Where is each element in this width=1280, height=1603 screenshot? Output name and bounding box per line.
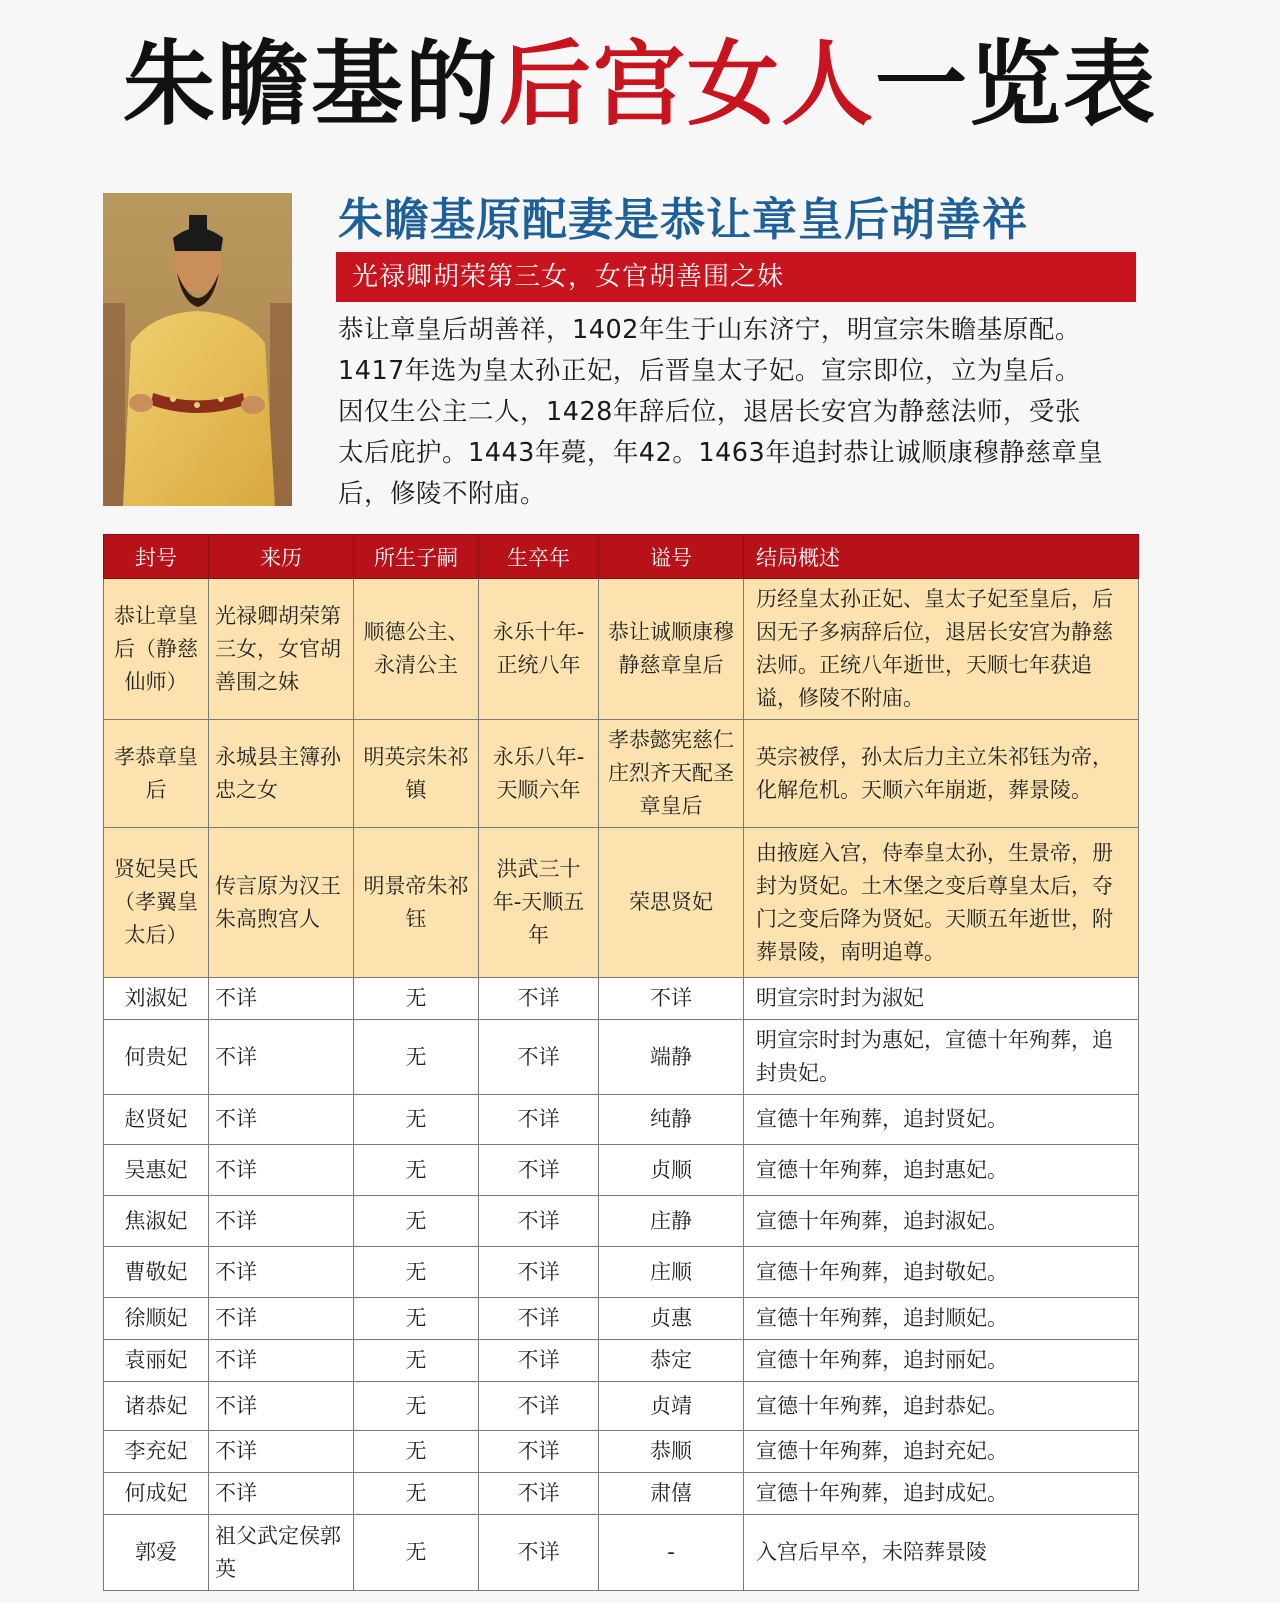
cell-children: 无 [354,1247,479,1298]
cell-outcome: 明宣宗时封为惠妃，宣德十年殉葬，追封贵妃。 [744,1020,1139,1095]
cell-origin: 不详 [209,978,354,1020]
intro-heading: 朱瞻基原配妻是恭让章皇后胡善祥 [338,193,1029,246]
cell-children: 无 [354,1515,479,1591]
cell-children: 无 [354,1145,479,1196]
cell-posthumous: 贞惠 [599,1298,744,1340]
table-row [104,1020,1139,1095]
cell-children: 无 [354,1473,479,1515]
cell-years: 不详 [479,978,599,1020]
cell-origin: 不详 [209,1298,354,1340]
cell-posthumous: 恭顺 [599,1431,744,1473]
table-header-row [104,535,1139,579]
cell-posthumous: 纯静 [599,1095,744,1145]
cell-years: 不详 [479,1247,599,1298]
cell-origin: 不详 [209,1473,354,1515]
cell-outcome: 宣德十年殉葬，追封惠妃。 [744,1145,1139,1196]
intro-text [336,310,1126,515]
intro-section [336,190,1136,515]
cell-origin: 不详 [209,1247,354,1298]
cell-posthumous: 端静 [599,1020,744,1095]
cell-posthumous: 恭让诚顺康穆静慈章皇后 [599,579,744,720]
cell-origin: 不详 [209,1145,354,1196]
cell-posthumous: - [599,1515,744,1591]
cell-origin: 不详 [209,1020,354,1095]
cell-origin: 光禄卿胡荣第三女，女官胡善围之妹 [209,579,354,720]
emperor-portrait-icon [103,193,292,506]
cell-origin: 祖父武定侯郭英 [209,1515,354,1591]
title-part-1: 朱瞻基的 [122,31,499,138]
cell-years: 不详 [479,1095,599,1145]
cell-outcome: 宣德十年殉葬，追封淑妃。 [744,1196,1139,1247]
cell-children: 无 [354,1020,479,1095]
cell-origin: 不详 [209,1340,354,1382]
cell-title: 吴惠妃 [104,1145,209,1196]
header-posthumous: 谥号 [599,535,744,579]
table-row [104,1145,1139,1196]
table-row [104,1431,1139,1473]
table-row [104,828,1139,978]
cell-posthumous: 孝恭懿宪慈仁庄烈齐天配圣章皇后 [599,720,744,828]
cell-posthumous: 庄顺 [599,1247,744,1298]
cell-outcome: 宣德十年殉葬，追封顺妃。 [744,1298,1139,1340]
intro-line: 后，修陵不附庙。 [338,479,547,509]
cell-title: 李充妃 [104,1431,209,1473]
cell-years: 不详 [479,1020,599,1095]
cell-outcome: 入宫后早卒，未陪葬景陵 [744,1515,1139,1591]
cell-title: 郭爱 [104,1515,209,1591]
cell-outcome: 宣德十年殉葬，追封贤妃。 [744,1095,1139,1145]
cell-children: 无 [354,1298,479,1340]
table-row [104,1340,1139,1382]
cell-years: 洪武三十年-天顺五年 [479,828,599,978]
header-children: 所生子嗣 [354,535,479,579]
header-outcome: 结局概述 [744,535,1139,579]
intro-line: 因仅生公主二人，1428年辞后位，退居长安宫为静慈法师，受张 [338,397,1081,427]
consort-table [103,534,1139,1591]
cell-children: 明景帝朱祁钰 [354,828,479,978]
cell-children: 无 [354,1196,479,1247]
cell-origin: 不详 [209,1095,354,1145]
title-part-3: 一览表 [875,31,1158,138]
cell-outcome: 宣德十年殉葬，追封丽妃。 [744,1340,1139,1382]
cell-origin: 不详 [209,1382,354,1431]
cell-years: 不详 [479,1473,599,1515]
cell-origin: 不详 [209,1431,354,1473]
cell-years: 永乐十年-正统八年 [479,579,599,720]
cell-posthumous: 贞靖 [599,1382,744,1431]
cell-posthumous: 不详 [599,978,744,1020]
cell-title: 焦淑妃 [104,1196,209,1247]
cell-years: 永乐八年-天顺六年 [479,720,599,828]
table-row [104,720,1139,828]
table-row [104,1515,1139,1591]
cell-title: 诸恭妃 [104,1382,209,1431]
cell-children: 明英宗朱祁镇 [354,720,479,828]
intro-line: 1417年选为皇太孙正妃，后晋皇太子妃。宣宗即位，立为皇后。 [338,356,1081,386]
cell-outcome: 明宣宗时封为淑妃 [744,978,1139,1020]
header-title: 封号 [104,535,209,579]
cell-posthumous: 恭定 [599,1340,744,1382]
table-row [104,1196,1139,1247]
cell-outcome: 宣德十年殉葬，追封敬妃。 [744,1247,1139,1298]
cell-children: 无 [354,1431,479,1473]
intro-line: 恭让章皇后胡善祥，1402年生于山东济宁，明宣宗朱瞻基原配。 [338,315,1081,345]
table-row [104,1095,1139,1145]
cell-outcome: 英宗被俘，孙太后力主立朱祁钰为帝，化解危机。天顺六年崩逝，葬景陵。 [744,720,1139,828]
header-origin: 来历 [209,535,354,579]
cell-posthumous: 庄静 [599,1196,744,1247]
cell-children: 无 [354,1095,479,1145]
page-title [0,30,1280,140]
cell-title: 刘淑妃 [104,978,209,1020]
cell-children: 无 [354,978,479,1020]
cell-title: 孝恭章皇后 [104,720,209,828]
cell-years: 不详 [479,1431,599,1473]
cell-title: 袁丽妃 [104,1340,209,1382]
table-row [104,1382,1139,1431]
table-row [104,978,1139,1020]
cell-years: 不详 [479,1382,599,1431]
cell-posthumous: 贞顺 [599,1145,744,1196]
cell-title: 何成妃 [104,1473,209,1515]
table-row [104,579,1139,720]
cell-outcome: 由掖庭入宫，侍奉皇太孙，生景帝，册封为贤妃。土木堡之变后尊皇太后，夺门之变后降为贤妃。天顺五年逝世，附葬景陵，南明追尊。 [744,828,1139,978]
title-highlight: 后宫女人 [498,31,875,138]
intro-ribbon: 光禄卿胡荣第三女，女官胡善围之妹 [336,252,1136,302]
cell-years: 不详 [479,1298,599,1340]
cell-children: 无 [354,1340,479,1382]
table-row [104,1247,1139,1298]
cell-children: 顺德公主、永清公主 [354,579,479,720]
cell-title: 赵贤妃 [104,1095,209,1145]
cell-years: 不详 [479,1145,599,1196]
intro-line: 太后庇护。1443年薨，年42。1463年追封恭让诚顺康穆静慈章皇 [338,438,1104,468]
cell-title: 何贵妃 [104,1020,209,1095]
cell-children: 无 [354,1382,479,1431]
cell-title: 徐顺妃 [104,1298,209,1340]
cell-outcome: 宣德十年殉葬，追封恭妃。 [744,1382,1139,1431]
header-years: 生卒年 [479,535,599,579]
cell-origin: 不详 [209,1196,354,1247]
cell-posthumous: 肃僖 [599,1473,744,1515]
cell-posthumous: 荣思贤妃 [599,828,744,978]
cell-origin: 传言原为汉王朱高煦宫人 [209,828,354,978]
cell-origin: 永城县主簿孙忠之女 [209,720,354,828]
cell-title: 贤妃吴氏（孝翼皇太后） [104,828,209,978]
cell-title: 曹敬妃 [104,1247,209,1298]
table-row [104,1298,1139,1340]
cell-title: 恭让章皇后（静慈仙师） [104,579,209,720]
cell-outcome: 宣德十年殉葬，追封成妃。 [744,1473,1139,1515]
cell-years: 不详 [479,1196,599,1247]
cell-years: 不详 [479,1515,599,1591]
cell-outcome: 历经皇太孙正妃、皇太子妃至皇后，后因无子多病辞后位，退居长安宫为静慈法师。正统八年逝世，天顺七年获追谥，修陵不附庙。 [744,579,1139,720]
table-row [104,1473,1139,1515]
cell-outcome: 宣德十年殉葬，追封充妃。 [744,1431,1139,1473]
cell-years: 不详 [479,1340,599,1382]
